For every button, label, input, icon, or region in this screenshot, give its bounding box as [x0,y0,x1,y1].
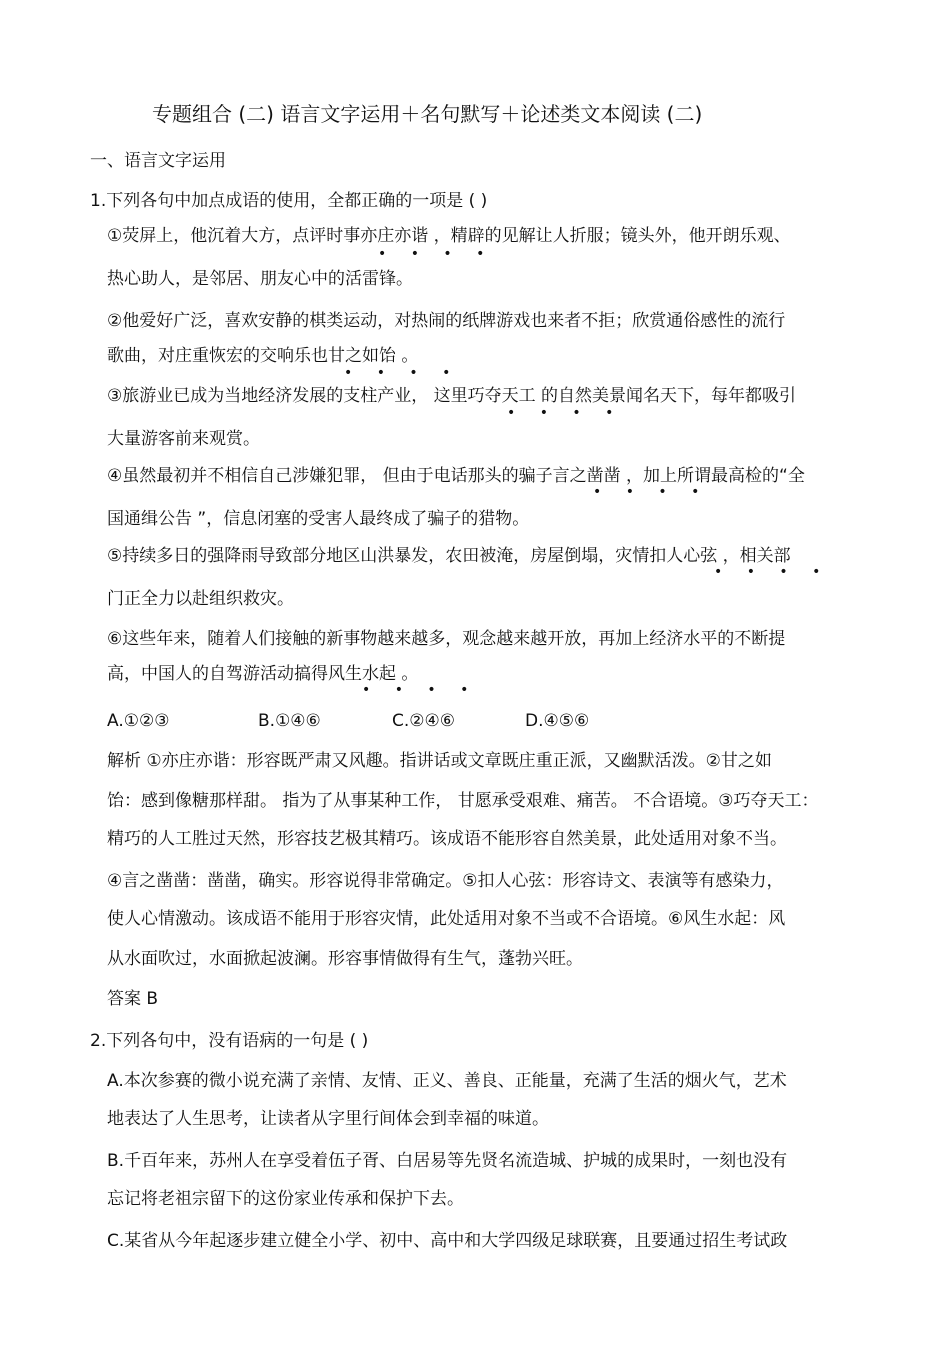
question-1-stem: 1.下列各句中加点成语的使用，全都正确的一项是 ( ) [90,191,488,211]
section-heading: 一、语言文字运用 [90,151,226,171]
q2-option-c: C.某省从今年起逐步建立健全小学、初中、高中和大学四级足球联赛，且要通过招生考试政 [107,1231,788,1251]
q1-sentence-1: ①荧屏上，他沉着大方，点评时事亦庄亦谐 ，精辟的见解让人折服；镜头外，他开朗乐观、 [107,226,791,246]
option-d: D.④⑤⑥ [525,711,590,731]
emphasis-dots: • • • • [507,405,624,421]
emphasis-dots: • • • • [378,246,495,262]
q1-sentence-5-cont: 门正全力以赴组织救灾。 [107,589,294,609]
question-2-stem: 2.下列各句中，没有语病的一句是 ( ) [90,1031,369,1051]
analysis-line: 饴：感到像糖那样甜。 指为了从事某种工作， 甘愿承受艰难、痛苦。 不合语境。③巧夺天工： [107,791,819,811]
option-c: C.②④⑥ [392,711,455,731]
q1-sentence-4-cont: 国通缉公告 ”，信息闭塞的受害人最终成了骗子的猎物。 [107,509,530,529]
q2-option-a-cont: 地表达了人生思考，让读者从字里行间体会到幸福的味道。 [107,1109,549,1129]
option-b: B.①④⑥ [258,711,321,731]
emphasis-dots: • • • • [714,564,831,580]
option-a: A.①②③ [107,711,170,731]
emphasis-dots: • • • • [362,682,479,698]
q1-sentence-6: ⑥这些年来，随着人们接触的新事物越来越多，观念越来越开放，再加上经济水平的不断提 [107,629,786,649]
analysis-line: ④言之凿凿：凿凿，确实。形容说得非常确定。⑤扣人心弦：形容诗文、表演等有感染力， [107,871,784,891]
emphasis-dots: • • • • [344,365,461,381]
analysis-line: 使人心情激动。该成语不能用于形容灾情，此处适用对象不当或不合语境。⑥风生水起：风 [107,909,786,929]
q1-sentence-2-cont: 歌曲，对庄重恢宏的交响乐也甘之如饴 。 [107,346,419,366]
q1-sentence-3: ③旅游业已成为当地经济发展的支柱产业， 这里巧夺天工 的自然美景闻名天下，每年都吸引 [107,386,797,406]
q2-option-b-cont: 忘记将老祖宗留下的这份家业传承和保护下去。 [107,1189,464,1209]
q1-sentence-4: ④虽然最初并不相信自己涉嫌犯罪， 但由于电话那头的骗子言之凿凿 ，加上所谓最高检的“全 [107,466,805,486]
q1-sentence-3-cont: 大量游客前来观赏。 [107,429,260,449]
analysis-line: 解析 ①亦庄亦谐：形容既严肃又风趣。指讲话或文章既庄重正派，又幽默活泼。②甘之如 [107,751,772,771]
q1-sentence-2: ②他爱好广泛，喜欢安静的棋类运动，对热闹的纸牌游戏也来者不拒；欣赏通俗感性的流行 [107,311,786,331]
q1-sentence-5: ⑤持续多日的强降雨导致部分地区山洪暴发，农田被淹，房屋倒塌，灾情扣人心弦 ，相关部 [107,546,791,566]
analysis-line: 精巧的人工胜过天然，形容技艺极其精巧。该成语不能形容自然美景，此处适用对象不当。 [107,829,787,849]
q2-option-a: A.本次参赛的微小说充满了亲情、友情、正义、善良、正能量，充满了生活的烟火气，艺术 [107,1071,787,1091]
analysis-line: 从水面吹过，水面掀起波澜。形容事情做得有生气，蓬勃兴旺。 [107,949,583,969]
q1-sentence-1-cont: 热心助人，是邻居、朋友心中的活雷锋。 [107,269,413,289]
emphasis-dots: • • • • [593,484,710,500]
document-title: 专题组合 (二) 语言文字运用＋名句默写＋论述类文本阅读 (二) [152,102,703,126]
q2-option-b: B.千百年来，苏州人在享受着伍子胥、白居易等先贤名流造城、护城的成果时，一刻也没有 [107,1151,788,1171]
q1-sentence-6-cont: 高，中国人的自驾游活动搞得风生水起 。 [107,664,419,684]
answer-line: 答案 B [107,989,159,1009]
